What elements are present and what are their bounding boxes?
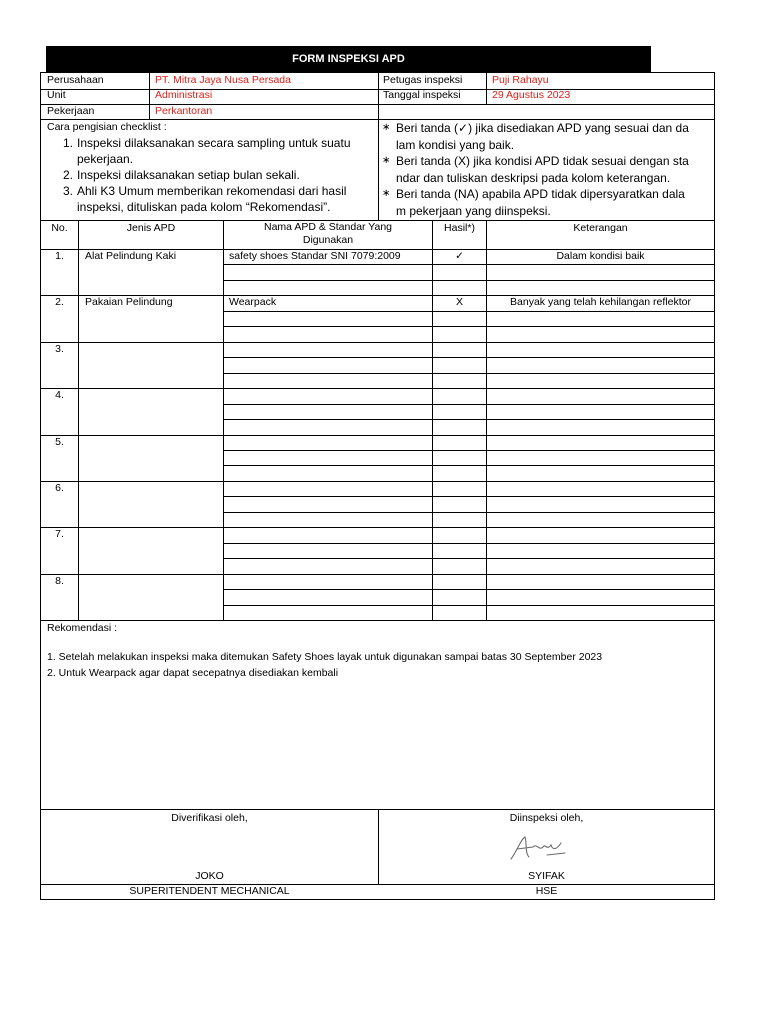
- signature-image: [503, 833, 573, 863]
- verifier-name: JOKO: [195, 870, 224, 882]
- row-number: 4.: [55, 389, 64, 402]
- row-number: 1.: [55, 250, 64, 262]
- col-no-header: No.: [51, 222, 68, 234]
- row-keterangan: Dalam kondisi baik: [556, 250, 645, 262]
- verifier-role: SUPERITENDENT MECHANICAL: [129, 885, 290, 897]
- verified-by-caption: Diverifikasi oleh,: [171, 812, 248, 824]
- marking-item: ∗ Beri tanda (NA) apabila APD tidak dipersyaratkan dala m pekerjaan yang diinspeksi.: [382, 187, 685, 218]
- bullet-icon: ∗: [382, 155, 391, 166]
- marking-item: ∗ Beri tanda (✓) jika disediakan APD yang sesuai dan da lam kondisi yang baik.: [382, 121, 689, 152]
- form-frame: [40, 72, 715, 900]
- inspector-role: HSE: [535, 885, 558, 897]
- row-jenis-apd: Alat Pelindung Kaki: [85, 250, 177, 262]
- instructions-list: [63, 135, 351, 215]
- row-hasil: X: [455, 296, 463, 309]
- bullet-icon: ∗: [382, 122, 391, 133]
- unit-label: Unit: [47, 89, 66, 101]
- row-number: 5.: [55, 435, 64, 448]
- bullet-icon: ∗: [382, 188, 391, 199]
- perusahaan-label: Perusahaan: [47, 74, 104, 86]
- row-nama-apd: Wearpack: [229, 296, 277, 309]
- row-nama-apd: safety shoes Standar SNI 7079:2009: [229, 250, 401, 262]
- row-number: 2.: [55, 296, 64, 309]
- instruction-item: 3. Ahli K3 Umum memberikan rekomendasi dari hasil inspeksi, dituliskan pada kolom “Rekomendasi”.: [63, 184, 347, 214]
- col-jenis-header: Jenis APD: [126, 222, 176, 234]
- instructions-heading: Cara pengisian checklist :: [47, 121, 167, 133]
- rekomendasi-item-2: 2. Untuk Wearpack agar dapat secepatnya disediakan kembali: [47, 667, 339, 679]
- pekerjaan-label: Pekerjaan: [47, 105, 95, 117]
- tanggal-label: Tanggal inspeksi: [383, 89, 461, 101]
- row-number: 7.: [55, 528, 64, 541]
- inspector-name: SYIFAK: [528, 870, 565, 882]
- rekomendasi-label: Rekomendasi :: [47, 622, 118, 634]
- instruction-item: 2. Inspeksi dilaksanakan setiap bulan sekali.: [63, 168, 300, 182]
- petugas-label: Petugas inspeksi: [383, 74, 463, 86]
- col-keterangan-header: Keterangan: [573, 222, 628, 234]
- marking-item: ∗ Beri tanda (X) jika kondisi APD tidak sesuai dengan sta ndar dan tuliskan deskripsi pada kolom keterangan.: [382, 154, 689, 185]
- form-title: FORM INSPEKSI APD: [46, 46, 651, 72]
- inspected-by-caption: Diinspeksi oleh,: [509, 812, 584, 824]
- tanggal-value: 29 Agustus 2023: [492, 89, 571, 101]
- perusahaan-value: PT. Mitra Jaya Nusa Persada: [155, 74, 291, 86]
- rekomendasi-item-1: 1. Setelah melakukan inspeksi maka ditemukan Safety Shoes layak untuk digunakan sampai batas 30 September 2023: [47, 651, 603, 663]
- row-number: 6.: [55, 481, 64, 494]
- pekerjaan-value: Perkantoran: [155, 105, 213, 117]
- row-number: 8.: [55, 574, 64, 587]
- row-jenis-apd: Pakaian Pelindung: [85, 296, 173, 309]
- petugas-value: Puji Rahayu: [492, 74, 549, 86]
- instruction-item: 1. Inspeksi dilaksanakan secara sampling untuk suatu pekerjaan.: [63, 136, 351, 166]
- row-keterangan: Banyak yang telah kehilangan reflektor: [510, 296, 691, 309]
- row-number: 3.: [55, 342, 64, 355]
- col-hasil-header: Hasil*): [444, 222, 475, 234]
- unit-value: Administrasi: [155, 89, 213, 101]
- row-hasil: ✓: [455, 250, 464, 262]
- marking-instructions: [382, 120, 712, 219]
- col-nama-header: Nama APD & Standar Yang Digunakan: [263, 221, 393, 246]
